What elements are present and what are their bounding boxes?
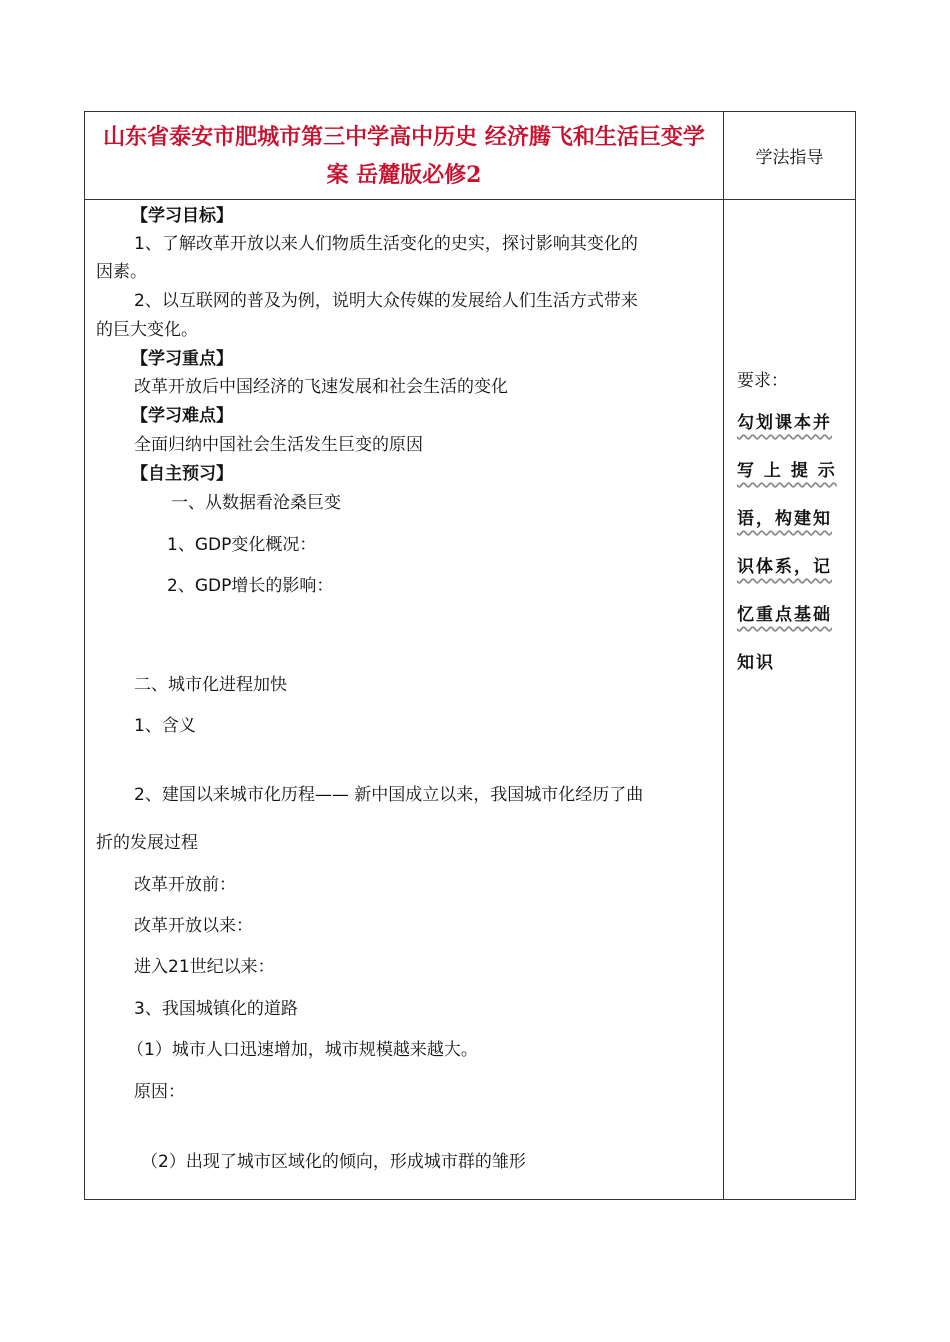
preview-heading: 【自主预习】: [131, 464, 233, 484]
document-title: 山东省泰安市肥城市第三中学高中历史 经济腾飞和生活巨变学案 岳麓版必修2: [103, 123, 705, 188]
urbanization-history-line-2: 折的发展过程: [96, 833, 198, 853]
point-2: （2）出现了城市区域化的倾向，形成城市群的雏形: [141, 1152, 526, 1172]
difficulties-heading: 【学习难点】: [131, 406, 233, 426]
goal-1-line-2: 因素。: [96, 262, 147, 282]
gdp-overview: 1、GDP变化概况：: [167, 535, 317, 555]
guidance-line-5: 忆重点基础: [737, 605, 832, 625]
guidance-line-1: 勾划课本并: [737, 413, 832, 433]
goals-heading: 【学习目标】: [131, 206, 233, 226]
section-2-title: 二、城市化进程加快: [134, 675, 287, 695]
guidance-line-4: 识体系，记: [737, 557, 832, 577]
section-1-title: 一、从数据看沧桑巨变: [171, 493, 341, 513]
difficulties-text: 全面归纳中国社会生活发生巨变的原因: [134, 435, 423, 455]
since-21st-century: 进入21世纪以来：: [134, 957, 275, 977]
goal-2-line-1: 2、以互联网的普及为例，说明大众传媒的发展给人们生活方式带来: [134, 291, 638, 311]
point-1: （1）城市人口迅速增加，城市规模越来越大。: [127, 1040, 478, 1060]
reason-label: 原因：: [134, 1082, 185, 1102]
study-guide-heading: 学法指导: [755, 148, 824, 168]
gdp-impact: 2、GDP增长的影响：: [167, 576, 334, 596]
header-divider: [85, 199, 855, 200]
goal-1-line-1: 1、了解改革开放以来人们物质生活变化的史实，探讨影响其变化的: [134, 234, 638, 254]
urbanization-history-line-1: 2、建国以来城市化历程—— 新中国成立以来，我国城市化经历了曲: [134, 785, 644, 805]
guidance-line-2: 写 上 提 示: [737, 461, 837, 481]
before-reform: 改革开放前：: [134, 875, 236, 895]
urbanization-path: 3、我国城镇化的道路: [134, 999, 298, 1019]
goal-2-line-2: 的巨大变化。: [96, 320, 198, 340]
key-points-text: 改革开放后中国经济的飞速发展和社会生活的变化: [134, 377, 508, 397]
key-points-heading: 【学习重点】: [131, 349, 233, 369]
urbanization-meaning: 1、含义: [134, 716, 196, 736]
worksheet-table: [84, 111, 856, 1200]
column-divider: [723, 112, 724, 1199]
guidance-line-3: 语，构建知: [737, 509, 832, 529]
since-reform: 改革开放以来：: [134, 916, 253, 936]
requirement-label: 要求：: [737, 371, 788, 391]
guidance-line-6: 知识: [737, 653, 775, 673]
